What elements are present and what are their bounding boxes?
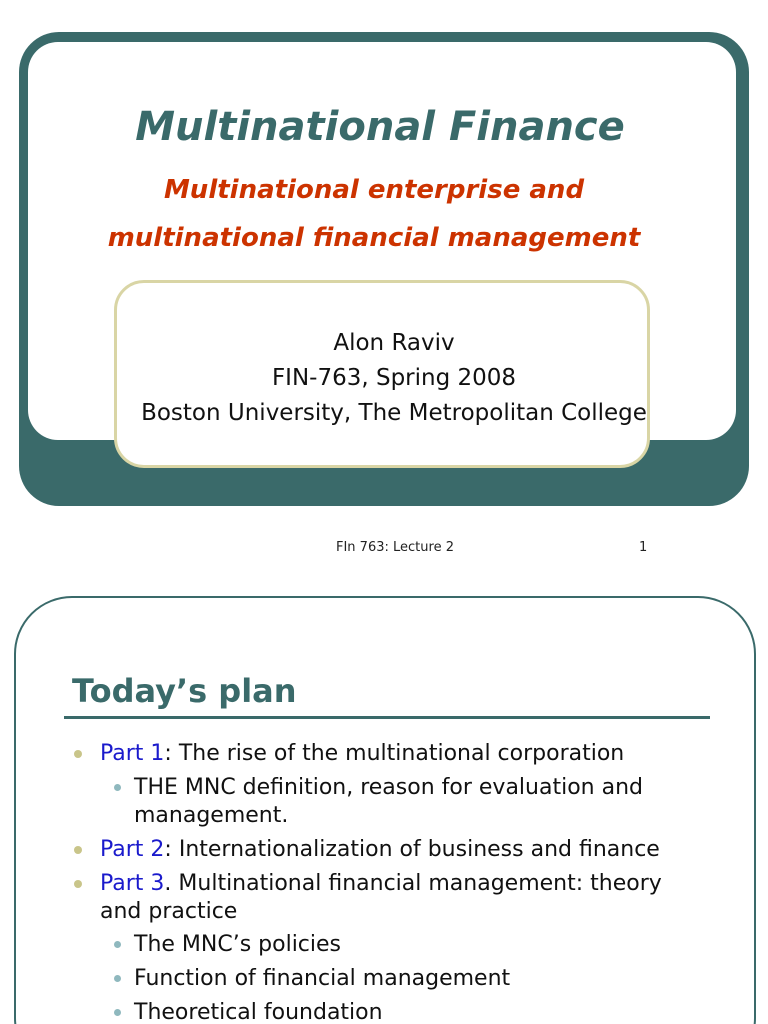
footer-page-number: 1 bbox=[639, 540, 648, 555]
sub-bullet-dot-icon bbox=[114, 1009, 121, 1016]
agenda-description: . Multinational financial management: theory and practice bbox=[100, 871, 662, 924]
agenda-text bbox=[100, 740, 710, 768]
agenda-subtext: The MNC’s policies bbox=[134, 932, 342, 957]
part-label: Part 3 bbox=[100, 871, 165, 896]
part-label: Part 1 bbox=[100, 741, 165, 766]
footer-lecture-label: FIn 763: Lecture 2 bbox=[336, 540, 454, 555]
part-label: Part 2 bbox=[100, 837, 165, 862]
subtitle-line-1: Multinational enterprise and bbox=[163, 175, 585, 205]
bullet-dot-icon bbox=[74, 750, 82, 758]
agenda-description: : The rise of the multinational corporation bbox=[164, 741, 625, 766]
agenda-text bbox=[100, 836, 720, 864]
slide1-title: Multinational Finance bbox=[135, 104, 625, 150]
agenda-description: : Internationalization of business and finance bbox=[164, 837, 660, 862]
subtitle-line-2: multinational financial management bbox=[107, 223, 641, 253]
slide2-title: Today’s plan bbox=[72, 672, 297, 710]
sub-bullet-dot-icon bbox=[114, 941, 121, 948]
author-name: Alon Raviv bbox=[333, 330, 455, 356]
sub-bullet-dot-icon bbox=[114, 975, 121, 982]
sub-bullet-dot-icon bbox=[114, 784, 121, 791]
agenda-subtext: Function of financial management bbox=[134, 966, 511, 991]
bullet-dot-icon bbox=[74, 880, 82, 888]
bullet-dot-icon bbox=[74, 846, 82, 854]
course-info: FIN-763, Spring 2008 bbox=[271, 365, 517, 391]
agenda-subtext: Theoretical foundation bbox=[134, 1000, 383, 1024]
agenda-subtext: THE MNC definition, reason for evaluation and management. bbox=[134, 775, 643, 828]
agenda-text bbox=[100, 870, 700, 926]
institution-name: Boston University, The Metropolitan College bbox=[141, 400, 647, 426]
